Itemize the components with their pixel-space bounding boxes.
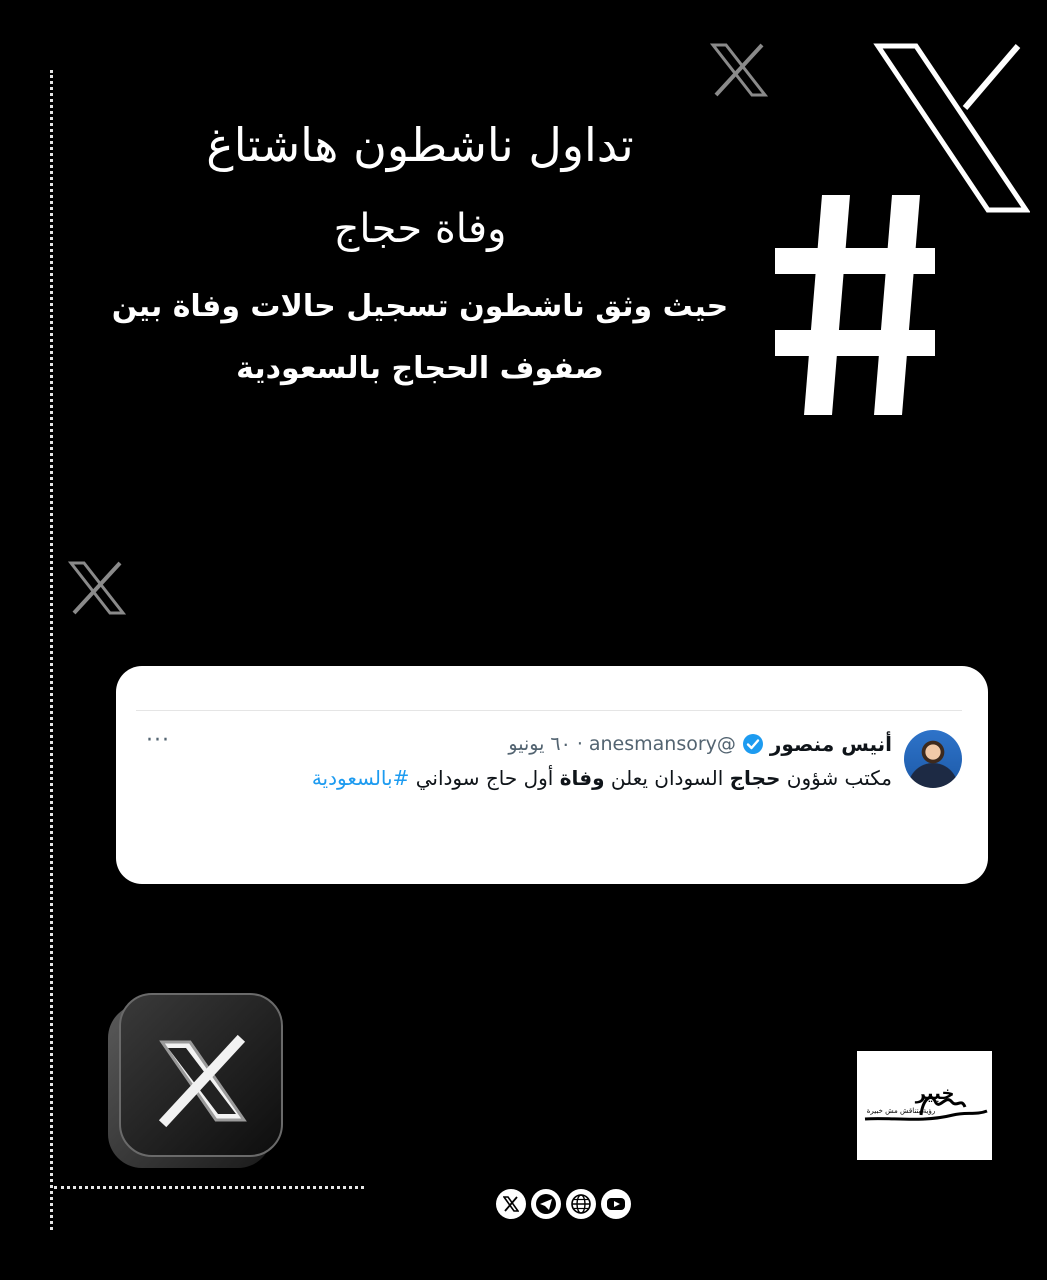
tweet-text <box>312 766 892 790</box>
social-links <box>496 1189 631 1219</box>
headline-line-1: تداول ناشطون هاشتاغ <box>206 118 634 172</box>
x-app-icon <box>104 990 286 1175</box>
brand-logo-mark <box>861 1071 989 1141</box>
youtube-icon <box>605 1193 627 1215</box>
svg-text:رؤية بتناقش مش خبيرة: رؤية بتناقش مش خبيرة <box>866 1106 935 1115</box>
tweet-text-bold: حجاج <box>729 766 781 790</box>
tweet-hashtag-link[interactable]: #بالسعودية <box>311 766 410 790</box>
avatar[interactable] <box>904 730 962 788</box>
dotted-divider-vertical <box>50 70 53 1230</box>
tweet-card[interactable] <box>116 666 988 884</box>
dotted-divider-horizontal <box>54 1186 364 1189</box>
globe-icon <box>570 1193 592 1215</box>
x-logo-small-icon <box>68 560 126 616</box>
tweet-date[interactable]: ٦٠ يونيو <box>508 733 571 755</box>
verified-badge-icon <box>742 733 764 755</box>
youtube-social-link[interactable] <box>601 1189 631 1219</box>
tweet-text-part: مكتب شؤون <box>780 766 892 790</box>
telegram-social-link[interactable] <box>531 1189 561 1219</box>
brand-logo <box>857 1051 992 1160</box>
tweet-header <box>508 732 892 756</box>
svg-text:خبير: خبير <box>915 1082 954 1104</box>
x-icon <box>503 1196 519 1212</box>
tweet-text-bold: وفاة <box>559 766 605 790</box>
tweet-text-part: السودان يعلن <box>604 766 730 790</box>
headline-line-2: وفاة حجاج <box>333 206 507 252</box>
hashtag-icon <box>770 180 940 420</box>
tweet-separator: · <box>576 733 583 755</box>
tweet-divider <box>136 710 962 711</box>
telegram-icon <box>535 1193 557 1215</box>
x-social-link[interactable] <box>496 1189 526 1219</box>
subtitle-line-2: صفوف الحجاج بالسعودية <box>236 351 604 386</box>
x-logo-small-icon <box>710 42 768 98</box>
subtitle-line-1: حيث وثق ناشطون تسجيل حالات وفاة بين <box>111 289 729 324</box>
globe-social-link[interactable] <box>566 1189 596 1219</box>
tweet-text-part: أول حاج سوداني <box>409 766 560 790</box>
tweet-handle[interactable]: @anesmansory <box>588 733 736 755</box>
more-options-button[interactable]: ··· <box>146 728 170 753</box>
headline-subtitle <box>100 276 740 400</box>
tweet-author-name[interactable]: أنيس منصور <box>769 732 892 756</box>
